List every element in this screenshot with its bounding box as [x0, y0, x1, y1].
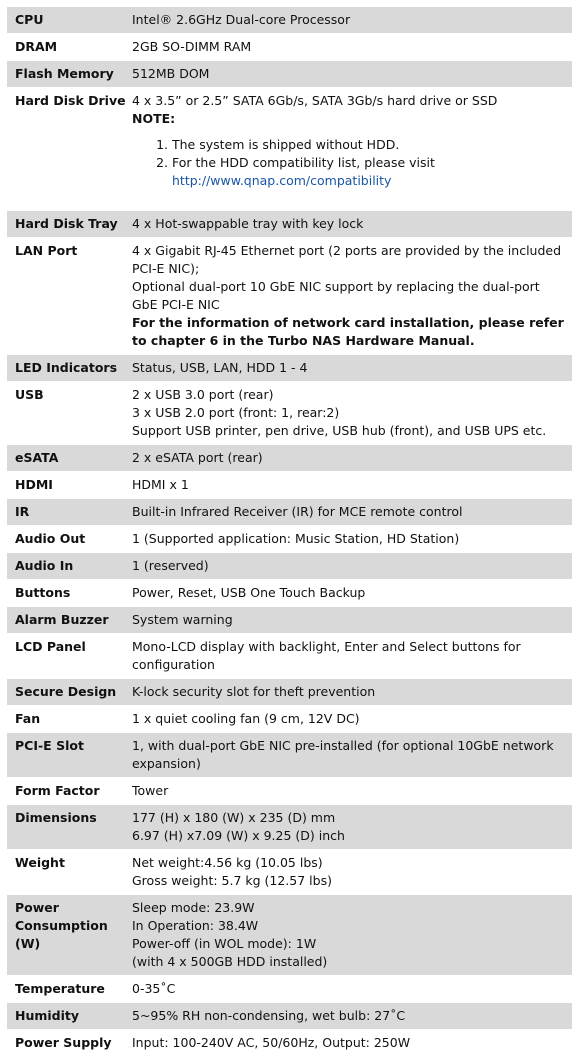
spec-value-line: Built-in Infrared Receiver (IR) for MCE remote control	[132, 504, 463, 519]
spec-value	[132, 355, 572, 381]
note-item-text: For the HDD compatibility list, please visit	[172, 155, 435, 170]
spec-label: Power Supply	[15, 1035, 112, 1050]
spec-value-line: 3 x USB 2.0 port (front: 1, rear:2)	[132, 405, 340, 420]
spec-value	[132, 238, 572, 354]
spec-row	[7, 499, 572, 526]
spec-label: Audio Out	[15, 531, 86, 546]
spec-row	[7, 778, 572, 805]
spec-label: PCI-E Slot	[15, 738, 84, 753]
spec-value-line: 1, with dual-port GbE NIC pre-installed (for optional 10GbE network expansion)	[132, 738, 554, 771]
spec-value-line: 1 (reserved)	[132, 558, 209, 573]
spec-label: LAN Port	[15, 243, 78, 258]
spec-value-line: In Operation: 38.4W	[132, 918, 259, 933]
spec-row	[7, 553, 572, 580]
spec-value	[132, 7, 572, 33]
spec-value	[132, 976, 572, 1002]
spec-value	[132, 472, 572, 498]
spec-row	[7, 679, 572, 706]
spec-row	[7, 850, 572, 895]
spec-value-line: Input: 100-240V AC, 50/60Hz, Output: 250W	[132, 1035, 411, 1050]
spec-value	[132, 553, 572, 579]
spec-row	[7, 211, 572, 238]
spec-label: Humidity	[15, 1008, 80, 1023]
spec-value-line: Support USB printer, pen drive, USB hub (front), and USB UPS etc.	[132, 423, 547, 438]
spec-label: Secure Design	[15, 684, 117, 699]
spec-label: Flash Memory	[15, 66, 114, 81]
spec-value	[132, 706, 572, 732]
spec-value	[132, 805, 572, 849]
spec-label: Fan	[15, 711, 41, 726]
spec-value	[132, 634, 572, 678]
spec-value	[132, 778, 572, 804]
spec-row	[7, 238, 572, 355]
spec-value	[132, 211, 572, 237]
spec-value-line: Net weight:4.56 kg (10.05 lbs)	[132, 855, 323, 870]
spec-value-line: Power, Reset, USB One Touch Backup	[132, 585, 366, 600]
spec-value	[132, 1003, 572, 1029]
spec-value-line: 1 (Supported application: Music Station, HD Station)	[132, 531, 460, 546]
spec-label: eSATA	[15, 450, 59, 465]
note-list	[132, 136, 566, 190]
note-heading: NOTE:	[132, 111, 176, 126]
spec-value	[132, 580, 572, 606]
spec-label: LED Indicators	[15, 360, 118, 375]
spec-value-line: Mono-LCD display with backlight, Enter and Select buttons for configuration	[132, 639, 521, 672]
spec-row	[7, 382, 572, 445]
spec-label: Weight	[15, 855, 65, 870]
spec-label: IR	[15, 504, 30, 519]
spec-value-line: 4 x Hot-swappable tray with key lock	[132, 216, 364, 231]
spec-row	[7, 805, 572, 850]
spec-label: Temperature	[15, 981, 105, 996]
spec-value	[132, 88, 572, 210]
spec-label: Buttons	[15, 585, 71, 600]
spec-label: Hard Disk Tray	[15, 216, 118, 231]
spec-value-line: Optional dual-port 10 GbE NIC support by replacing the dual-port GbE PCI-E NIC	[132, 279, 540, 312]
spec-row	[7, 976, 572, 1003]
spec-row	[7, 1003, 572, 1030]
spec-label: Alarm Buzzer	[15, 612, 109, 627]
spec-row	[7, 355, 572, 382]
spec-label: Audio In	[15, 558, 74, 573]
spec-row	[7, 1030, 572, 1057]
spec-row	[7, 7, 572, 34]
spec-row	[7, 472, 572, 499]
spec-value-line: 1 x quiet cooling fan (9 cm, 12V DC)	[132, 711, 360, 726]
spec-label: USB	[15, 387, 44, 402]
spec-row	[7, 61, 572, 88]
spec-label: Dimensions	[15, 810, 97, 825]
spec-value	[132, 61, 572, 87]
spec-value-line: Sleep mode: 23.9W	[132, 900, 255, 915]
spec-value	[132, 733, 572, 777]
spec-row	[7, 445, 572, 472]
spec-label: LCD Panel	[15, 639, 86, 654]
spec-label: CPU	[15, 12, 44, 27]
spec-value-line: 2GB SO-DIMM RAM	[132, 39, 252, 54]
spec-value-line: Intel® 2.6GHz Dual-core Processor	[132, 12, 351, 27]
spec-row	[7, 526, 572, 553]
note-item	[172, 154, 566, 190]
spec-value-line: 4 x 3.5” or 2.5” SATA 6Gb/s, SATA 3Gb/s hard drive or SSD	[132, 93, 498, 108]
spec-row	[7, 895, 572, 976]
spec-value	[132, 607, 572, 633]
spec-value	[132, 499, 572, 525]
spec-value-line: 5~95% RH non-condensing, wet bulb: 27˚C	[132, 1008, 406, 1023]
spec-value	[132, 895, 572, 975]
spec-label: DRAM	[15, 39, 58, 54]
spec-value-line: 512MB DOM	[132, 66, 210, 81]
spec-value-line: 6.97 (H) x7.09 (W) x 9.25 (D) inch	[132, 828, 345, 843]
spec-value	[132, 850, 572, 894]
spec-label: Power Consumption (W)	[15, 900, 108, 951]
spec-value-line: HDMI x 1	[132, 477, 189, 492]
spec-value-line: 177 (H) x 180 (W) x 235 (D) mm	[132, 810, 336, 825]
spec-row	[7, 733, 572, 778]
spec-value-line: Power-off (in WOL mode): 1W	[132, 936, 317, 951]
spec-row	[7, 88, 572, 211]
spec-value-line: Status, USB, LAN, HDD 1 - 4	[132, 360, 308, 375]
spec-value-line: 0-35˚C	[132, 981, 176, 996]
spec-value	[132, 445, 572, 471]
spec-value-line: 4 x Gigabit RJ-45 Ethernet port (2 ports are provided by the included PCI-E NIC);	[132, 243, 562, 276]
spec-label: HDMI	[15, 477, 53, 492]
spec-value-line: 2 x USB 3.0 port (rear)	[132, 387, 274, 402]
spec-table	[7, 7, 572, 1057]
spec-row	[7, 706, 572, 733]
spec-value	[132, 679, 572, 705]
spec-value	[132, 1030, 572, 1056]
spec-row	[7, 34, 572, 61]
spec-row	[7, 634, 572, 679]
spec-value	[132, 382, 572, 444]
spec-value	[132, 526, 572, 552]
spec-value	[132, 34, 572, 60]
spec-value-line: (with 4 x 500GB HDD installed)	[132, 954, 328, 969]
spec-value-bold-note: For the information of network card installation, please refer to chapter 6 in the Turbo NAS Hardware Manual.	[132, 315, 564, 348]
spec-value-line: K-lock security slot for theft prevention	[132, 684, 376, 699]
note-item	[172, 136, 566, 154]
spec-label: Form Factor	[15, 783, 100, 798]
spec-row	[7, 580, 572, 607]
spec-value-line: 2 x eSATA port (rear)	[132, 450, 263, 465]
compatibility-link[interactable]: http://www.qnap.com/compatibility	[172, 173, 392, 188]
spec-value-line: System warning	[132, 612, 233, 627]
spec-label: Hard Disk Drive	[15, 93, 126, 108]
note-item-text: The system is shipped without HDD.	[172, 137, 400, 152]
spec-value-line: Gross weight: 5.7 kg (12.57 lbs)	[132, 873, 332, 888]
spec-value-line: Tower	[132, 783, 169, 798]
spec-row	[7, 607, 572, 634]
